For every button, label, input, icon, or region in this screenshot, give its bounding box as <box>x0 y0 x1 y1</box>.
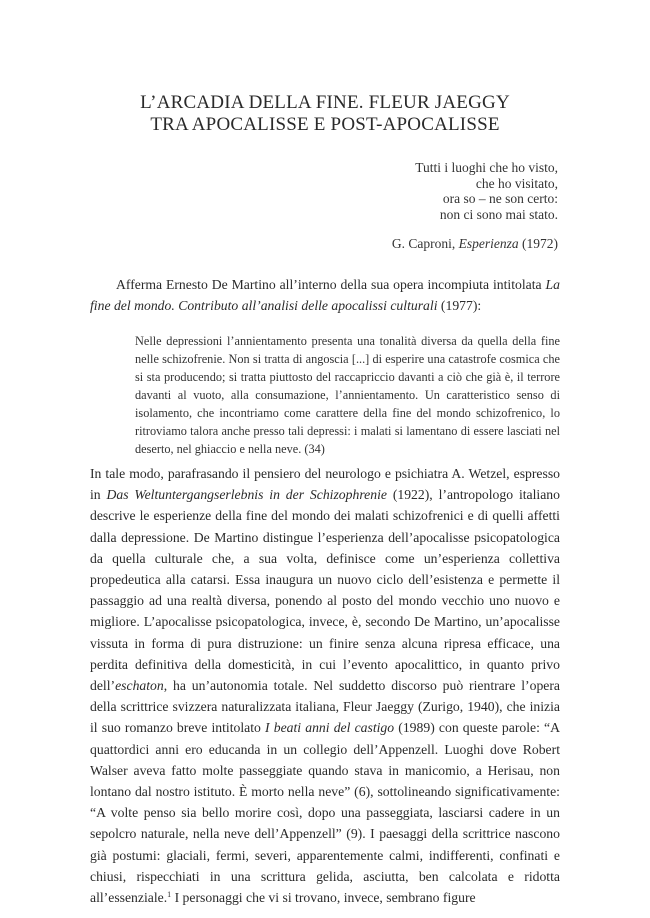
epigraph-line: ora so – ne son certo: <box>442 191 558 206</box>
epigraph-line: non ci sono mai stato. <box>439 206 558 222</box>
text-run: (1989) con queste parole: “A quattordici anni ero educanda in un collegio dell’Appenzell. Luoghi dove Robert Walser aveva fatto molte passeggiate quando stava in manicomio, a Herisau, non lontano dal nostro istituto. È morto nella neve” (6), sottolineando significativamente: “A volte penso sia bello morire così, dopo una passeggiata, lasciarsi cadere in un sepolcro naturale, nella neve dell’Appenzell” (9). I paesaggi della scrittrice nascono già postumi: glaciali, fermi, severi, apparentemente calmi, indifferenti, confinati e chiusi, rispecchiati in una scrittura gelida, asciutta, ben calcolata e ridotta all’essenziale. <box>90 720 561 906</box>
epigraph-author: G. Caproni, <box>391 236 459 251</box>
epigraph <box>392 160 558 252</box>
book-title: Das Weltuntergangserlebnis in der Schizophrenie <box>106 487 387 503</box>
italic-term: eschaton <box>115 678 164 694</box>
article-title <box>0 92 650 136</box>
paragraph-body <box>90 463 560 908</box>
epigraph-work: Esperienza <box>458 236 519 251</box>
block-quote: Nelle depressioni l’annientamento presenta una tonalità diversa da quella della fine nelle schizofrenie. Non si tratta di angoscia [...] di esperire una catastrofe cosmica che si sta producendo; si tratta piuttosto del raccapriccio davanti a ciò che già è, il terrore davanti al vuoto, alla consumazione, l’annientamento. Un caratteristico senso di isolamento, che incontriamo come carattere della fine del mondo schizofrenico, lo ritroviamo talora anche presso tali depressi: i malati si lamentano di essere lasciati nel deserto, nel ghiaccio e nella neve. (34) <box>135 334 560 456</box>
book-title: La fine del mondo. Contributo all’analisi delle apocalissi culturali <box>90 277 560 314</box>
text-run: (1922), l’antropologo italiano descrive le esperienze della fine del mondo dei malati schizofrenici e di quelli affetti dalla depressione. De Martino distingue l’esperienza dell’apocalisse psicopatologica da quella culturale che, a sua volta, definisce come un’esperienza collettiva propedeutica alla catarsi. Essa inaugura un nuovo ciclo dell’esistenza e permette il passaggio ad una realtà diversa, ponendo al posto del mondo vecchio uno nuovo e migliore. L’apocalisse psicopatologica, invece, è, secondo De Martino, un’apocalisse vissuta in forma di pura distruzione: un finire senza alcuna ripresa efficace, una perdita definitiva della domesticità, in cui l’evento apocalittico, in quanto privo dell’ <box>90 487 560 694</box>
text-run: , ha un’autonomia totale. Nel suddetto discorso può rientrare l’opera della scrittrice svizzera naturalizzata italiana, Fleur Jaeggy (Zurigo, 1940), che inizia il suo romanzo breve intitolato <box>90 678 560 736</box>
text-run: I personaggi che vi si trovano, invece, sembrano figure <box>171 890 476 906</box>
paragraph-intro <box>90 274 560 316</box>
text-run: (1977): <box>437 298 482 314</box>
book-title: I beati anni del castigo <box>265 720 395 736</box>
title-line-2: TRA APOCALISSE E POST-APOCALISSE <box>150 114 500 135</box>
epigraph-line: che ho visitato, <box>475 175 558 191</box>
epigraph-citation <box>392 236 558 252</box>
text-run: In tale modo, parafrasando il pensiero del neurologo e psichiatra A. Wetzel, espresso in <box>90 466 560 503</box>
text-run: Afferma Ernesto De Martino all’interno della sua opera incompiuta intitolata <box>116 277 546 292</box>
title-line-1: L’ARCADIA DELLA FINE. FLEUR JAEGGY <box>140 92 510 113</box>
epigraph-year: (1972) <box>518 236 558 251</box>
epigraph-line: Tutti i luoghi che ho visto, <box>415 160 558 175</box>
footnote-marker[interactable]: 1 <box>167 890 172 900</box>
